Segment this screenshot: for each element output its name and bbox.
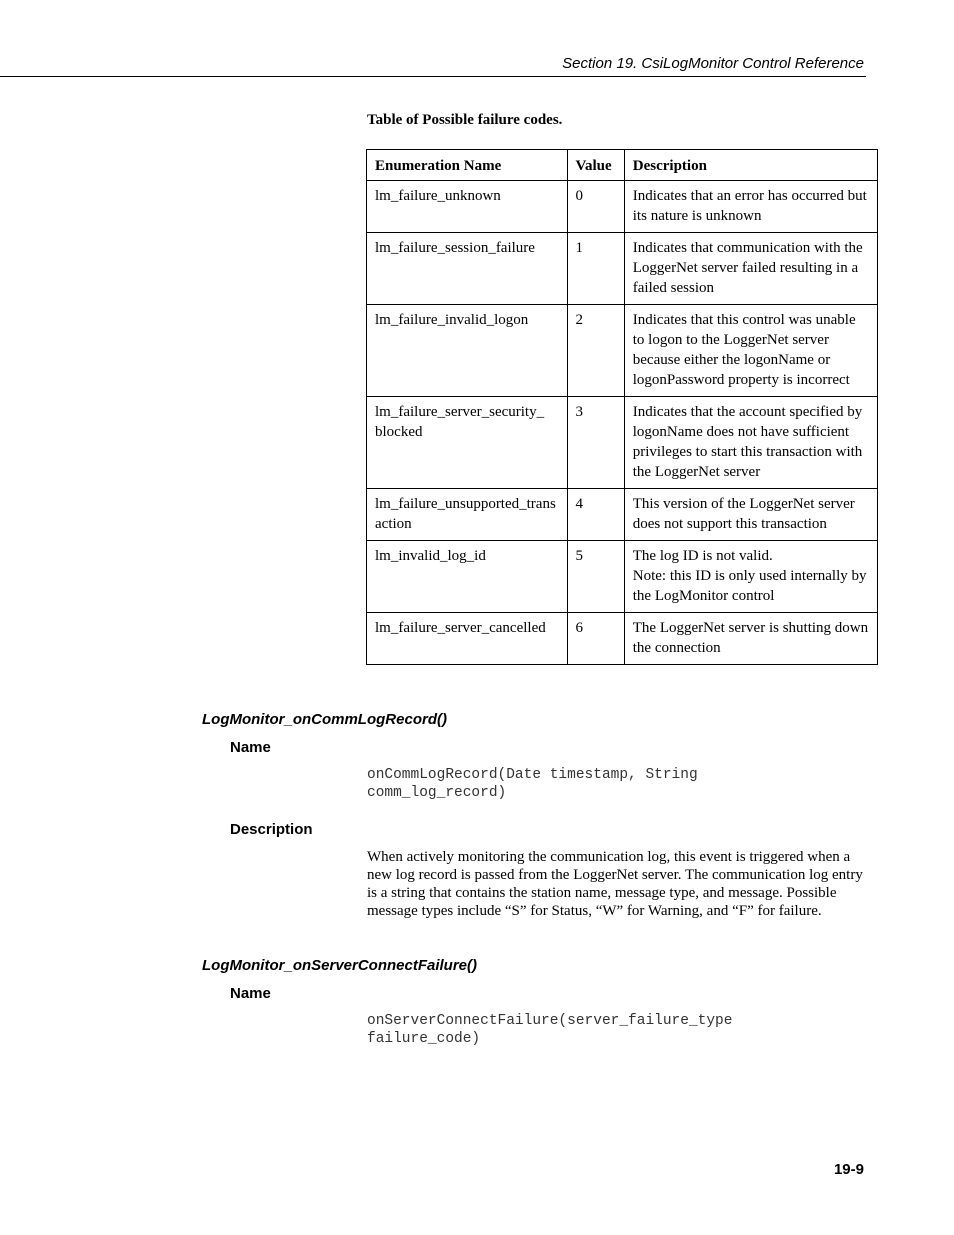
enum-name-cell: lm_failure_session_failure — [367, 233, 568, 305]
header-rule — [0, 76, 866, 77]
enum-name-cell: lm_failure_server_security_ blocked — [367, 397, 568, 489]
value-cell: 3 — [567, 397, 624, 489]
description-heading: Description — [230, 821, 313, 838]
failure-codes-table — [366, 149, 878, 665]
description-cell: Indicates that an error has occurred but its nature is unknown — [624, 181, 877, 233]
enum-name-cell: lm_failure_unknown — [367, 181, 568, 233]
enum-name-cell: lm_failure_unsupported_transaction — [367, 489, 568, 541]
description-cell: Indicates that the account specified by logonName does not have sufficient privileges to start this transaction with the LoggerNet server — [624, 397, 877, 489]
code-line: comm_log_record) — [367, 785, 507, 801]
page-number: 19-9 — [833, 1161, 864, 1178]
code-line: failure_code) — [367, 1031, 481, 1047]
value-cell: 4 — [567, 489, 624, 541]
description-cell: The LoggerNet server is shutting down the connection — [624, 613, 877, 665]
code-signature — [367, 1012, 732, 1048]
value-cell: 6 — [567, 613, 624, 665]
value-cell: 2 — [567, 305, 624, 397]
value-cell: 0 — [567, 181, 624, 233]
code-signature — [367, 766, 698, 802]
value-cell: 1 — [567, 233, 624, 305]
running-header: Section 19. CsiLogMonitor Control Reference — [562, 55, 864, 72]
column-header-enumeration-name: Enumeration Name — [367, 150, 568, 181]
column-header-value: Value — [567, 150, 624, 181]
enum-name-cell: lm_invalid_log_id — [367, 541, 568, 613]
section-heading-onserverconnectfailure: LogMonitor_onServerConnectFailure() — [202, 957, 478, 974]
description-text: The log ID is not valid. — [632, 548, 773, 564]
table-row — [367, 233, 878, 305]
table-row — [367, 613, 878, 665]
section-heading-oncommlogrecord: LogMonitor_onCommLogRecord() — [202, 711, 447, 728]
description-cell — [624, 541, 877, 613]
table-header-row — [367, 150, 878, 181]
value-cell: 5 — [567, 541, 624, 613]
description-note: Note: this ID is only used internally by the LogMonitor control — [632, 568, 867, 604]
code-line: onCommLogRecord(Date timestamp, String — [367, 767, 698, 783]
table-row — [367, 541, 878, 613]
description-cell: Indicates that communication with the LoggerNet server failed resulting in a failed session — [624, 233, 877, 305]
name-heading: Name — [230, 985, 271, 1002]
column-header-description: Description — [624, 150, 877, 181]
enum-name-cell: lm_failure_invalid_logon — [367, 305, 568, 397]
table-row — [367, 489, 878, 541]
table-row — [367, 181, 878, 233]
name-heading: Name — [230, 739, 271, 756]
table-caption: Table of Possible failure codes. — [367, 112, 563, 128]
table-row — [367, 397, 878, 489]
enum-name-cell: lm_failure_server_cancelled — [367, 613, 568, 665]
description-paragraph: When actively monitoring the communication log, this event is triggered when a new log record is passed from the LoggerNet server. The communication log entry is a string that contains the station name, message type, and message. Possible message types include “S” for Status, “W” for Warning, and “F” for failure. — [367, 849, 863, 919]
code-line: onServerConnectFailure(server_failure_type — [367, 1013, 733, 1029]
description-cell: Indicates that this control was unable to logon to the LoggerNet server because either the logonName or logonPassword property is incorrect — [624, 305, 877, 397]
description-cell: This version of the LoggerNet server does not support this transaction — [624, 489, 877, 541]
table-row — [367, 305, 878, 397]
